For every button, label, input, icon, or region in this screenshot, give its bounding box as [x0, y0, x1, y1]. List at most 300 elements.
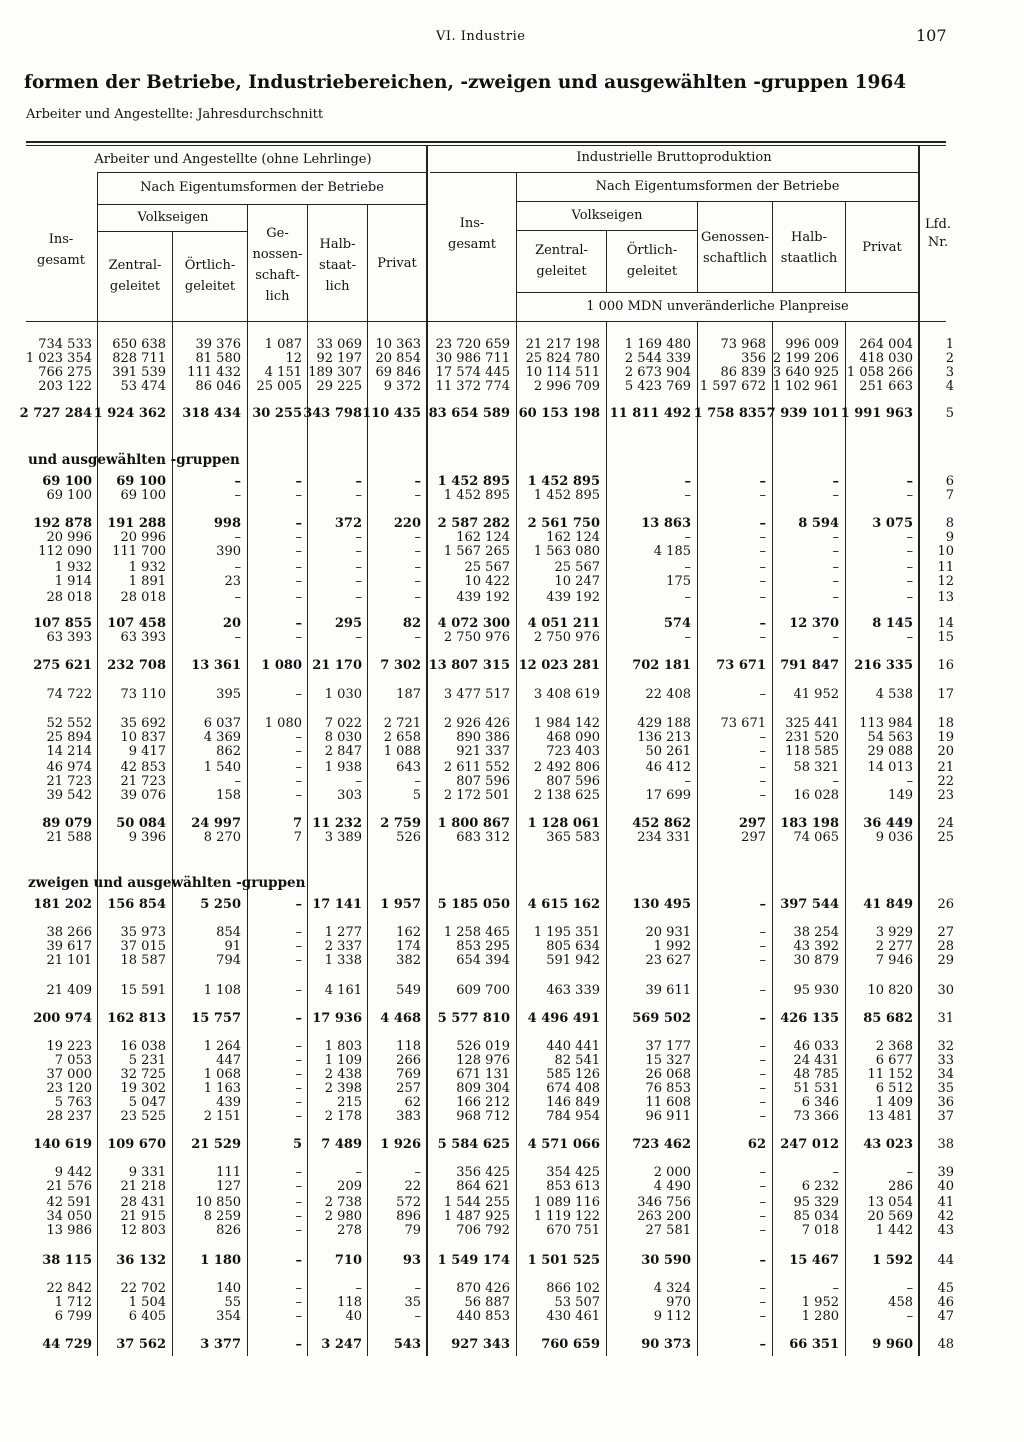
cell-workers-genossen: – — [295, 1195, 302, 1210]
cell-workers-oertlich: 862 — [216, 744, 241, 759]
cell-lfd-nr: 6 — [945, 474, 954, 489]
cell-workers-halb: 710 — [334, 1253, 362, 1268]
cell-production-halb: 6 346 — [801, 1095, 839, 1110]
cell-workers-total: 181 202 — [33, 897, 92, 912]
table-row — [0, 1210, 1024, 1224]
cell-production-oertlich: 39 611 — [645, 983, 691, 998]
head-workers-oertlich: Örtlich- geleitet — [184, 258, 236, 294]
cell-production-zentral: 866 102 — [546, 1281, 600, 1296]
cell-production-genossen: 73 968 — [720, 337, 766, 352]
table-row — [0, 1310, 1024, 1324]
cell-lfd-nr: 18 — [937, 716, 954, 731]
cell-production-genossen: – — [759, 1053, 766, 1068]
cell-workers-zentral: 16 038 — [120, 1039, 166, 1054]
cell-workers-halb: – — [355, 1165, 362, 1180]
cell-production-privat: 43 023 — [863, 1137, 913, 1152]
cell-production-genossen: – — [759, 1179, 766, 1194]
cell-production-privat: 41 849 — [863, 897, 913, 912]
cell-lfd-nr: 5 — [945, 406, 954, 421]
cell-workers-total: 19 223 — [46, 1039, 92, 1054]
cell-production-genossen: – — [759, 1223, 766, 1238]
cell-workers-genossen: – — [295, 897, 302, 912]
table-row — [0, 545, 1024, 559]
cell-workers-halb: 40 — [345, 1309, 362, 1324]
cell-production-privat: 6 512 — [875, 1081, 913, 1096]
table-row — [0, 1040, 1024, 1054]
cell-production-genossen: 1 758 835 — [693, 406, 766, 421]
cell-workers-total: 21 588 — [46, 830, 92, 845]
cell-production-genossen: – — [759, 1309, 766, 1324]
cell-production-zentral: 162 124 — [546, 530, 600, 545]
cell-production-halb: 85 034 — [793, 1209, 839, 1224]
cell-lfd-nr: 12 — [937, 574, 954, 589]
cell-workers-total: 39 617 — [46, 939, 92, 954]
cell-production-oertlich: – — [684, 774, 691, 789]
table-row — [0, 475, 1024, 489]
cell-workers-privat: – — [414, 574, 421, 589]
cell-workers-zentral: 39 076 — [120, 788, 166, 803]
cell-workers-genossen: – — [295, 1281, 302, 1296]
cell-production-total: 17 574 445 — [435, 365, 510, 380]
cell-production-oertlich: 90 373 — [641, 1337, 691, 1352]
head-production-group: Industrielle Bruttoproduktion — [576, 149, 772, 165]
cell-lfd-nr: 32 — [937, 1039, 954, 1054]
cell-workers-halb: 8 030 — [324, 730, 362, 745]
cell-workers-oertlich: 354 — [216, 1309, 241, 1324]
cell-lfd-nr: 23 — [937, 788, 954, 803]
cell-production-total: 3 477 517 — [443, 687, 510, 702]
cell-workers-halb: 278 — [337, 1223, 362, 1238]
cell-workers-halb: – — [355, 1281, 362, 1296]
cell-workers-total: 21 409 — [46, 983, 92, 998]
cell-production-genossen: 356 — [741, 351, 766, 366]
cell-workers-halb: 2 738 — [324, 1195, 362, 1210]
cell-production-total: 870 426 — [456, 1281, 510, 1296]
cell-workers-total: 38 115 — [42, 1253, 92, 1268]
table-row — [0, 1012, 1024, 1026]
cell-workers-genossen: – — [295, 1081, 302, 1096]
cell-production-total: 706 792 — [456, 1223, 510, 1238]
cell-production-genossen: – — [759, 1165, 766, 1180]
rule-prod-group — [430, 172, 918, 173]
cell-production-total: 609 700 — [456, 983, 510, 998]
cell-workers-oertlich: 24 997 — [191, 816, 241, 831]
cell-production-halb: 183 198 — [780, 816, 839, 831]
cell-workers-halb: – — [355, 544, 362, 559]
cell-workers-privat: – — [414, 1281, 421, 1296]
cell-workers-halb: – — [355, 574, 362, 589]
cell-production-zentral: 760 659 — [541, 1337, 600, 1352]
cell-workers-zentral: 35 973 — [120, 925, 166, 940]
cell-workers-privat: 383 — [396, 1109, 421, 1124]
cell-workers-total: 89 079 — [42, 816, 92, 831]
section-heading-1: und ausgewählten -gruppen — [28, 452, 240, 468]
cell-workers-oertlich: 1 264 — [203, 1039, 241, 1054]
cell-workers-halb: – — [355, 488, 362, 503]
cell-production-total: 5 577 810 — [437, 1011, 510, 1026]
cell-workers-total: 200 974 — [33, 1011, 92, 1026]
cell-production-genossen: 73 671 — [720, 716, 766, 731]
cell-lfd-nr: 28 — [937, 939, 954, 954]
cell-workers-oertlich: 8 259 — [203, 1209, 241, 1224]
table-row — [0, 789, 1024, 803]
cell-lfd-nr: 25 — [937, 830, 954, 845]
cell-workers-oertlich: 4 369 — [203, 730, 241, 745]
cell-production-halb: 3 640 925 — [772, 365, 839, 380]
cell-production-halb: 6 232 — [801, 1179, 839, 1194]
cell-production-halb: – — [832, 574, 839, 589]
table-row — [0, 817, 1024, 831]
table-row — [0, 380, 1024, 394]
cell-workers-oertlich: 3 377 — [200, 1337, 241, 1352]
cell-workers-privat: 257 — [396, 1081, 421, 1096]
cell-workers-genossen: – — [295, 1309, 302, 1324]
cell-production-total: 683 312 — [456, 830, 510, 845]
cell-production-genossen: – — [759, 488, 766, 503]
cell-lfd-nr: 44 — [937, 1253, 954, 1268]
cell-production-zentral: 53 507 — [554, 1295, 600, 1310]
cell-production-genossen: – — [759, 744, 766, 759]
cell-production-oertlich: 37 177 — [645, 1039, 691, 1054]
cell-workers-oertlich: 140 — [216, 1281, 241, 1296]
cell-workers-total: 44 729 — [42, 1337, 92, 1352]
cell-workers-genossen: – — [295, 1053, 302, 1068]
cell-workers-total: 107 855 — [33, 616, 92, 631]
cell-production-total: 968 712 — [456, 1109, 510, 1124]
cell-workers-genossen: – — [295, 1011, 302, 1026]
cell-production-genossen: – — [759, 953, 766, 968]
cell-workers-genossen: 30 255 — [252, 406, 302, 421]
cell-workers-privat: 1 088 — [383, 744, 421, 759]
cell-workers-total: 46 974 — [46, 760, 92, 775]
cell-production-genossen: – — [759, 516, 766, 531]
cell-workers-oertlich: 395 — [216, 687, 241, 702]
cell-production-total: 809 304 — [456, 1081, 510, 1096]
cell-workers-genossen: – — [295, 1253, 302, 1268]
cell-production-oertlich: 1 992 — [653, 939, 691, 954]
cell-production-halb: 73 366 — [793, 1109, 839, 1124]
cell-production-total: 23 720 659 — [435, 337, 510, 352]
cell-workers-privat: – — [414, 774, 421, 789]
cell-production-oertlich: 17 699 — [645, 788, 691, 803]
cell-production-oertlich: 2 000 — [653, 1165, 691, 1180]
cell-production-oertlich: 26 068 — [645, 1067, 691, 1082]
cell-workers-halb: 7 489 — [321, 1137, 362, 1152]
cell-production-genossen: – — [759, 544, 766, 559]
cell-production-privat: 36 449 — [863, 816, 913, 831]
cell-production-privat: 2 277 — [875, 939, 913, 954]
cell-workers-genossen: 25 005 — [256, 379, 302, 394]
cell-production-zentral: 365 583 — [546, 830, 600, 845]
cell-production-halb: 8 594 — [798, 516, 839, 531]
cell-workers-zentral: 19 302 — [120, 1081, 166, 1096]
cell-production-zentral: 1 128 061 — [527, 816, 600, 831]
cell-production-halb: 1 102 961 — [772, 379, 839, 394]
cell-production-genossen: – — [759, 1011, 766, 1026]
head-workers-halb: Halb- staat- lich — [318, 236, 356, 294]
cell-production-zentral: 10 114 511 — [525, 365, 600, 380]
cell-production-privat: 8 145 — [872, 616, 913, 631]
rule-workers-volkseigen — [98, 231, 248, 232]
cell-production-oertlich: 11 608 — [645, 1095, 691, 1110]
cell-production-oertlich: – — [684, 560, 691, 575]
cell-production-total: 1 567 265 — [443, 544, 510, 559]
table-row — [0, 517, 1024, 531]
cell-production-privat: 9 036 — [875, 830, 913, 845]
cell-lfd-nr: 3 — [945, 365, 954, 380]
cell-production-halb: 118 585 — [785, 744, 839, 759]
cell-production-oertlich: 574 — [663, 616, 691, 631]
cell-production-privat: 458 — [888, 1295, 913, 1310]
cell-production-oertlich: 4 185 — [653, 544, 691, 559]
cell-workers-oertlich: 854 — [216, 925, 241, 940]
cell-workers-total: 275 621 — [33, 658, 92, 673]
cell-workers-zentral: 32 725 — [120, 1067, 166, 1082]
cell-production-oertlich: – — [684, 530, 691, 545]
cell-production-oertlich: 30 590 — [641, 1253, 691, 1268]
cell-production-total: 1 452 895 — [437, 474, 510, 489]
cell-production-genossen: – — [759, 1095, 766, 1110]
cell-workers-zentral: 9 417 — [128, 744, 166, 759]
cell-production-privat: 9 960 — [872, 1337, 913, 1352]
cell-production-oertlich: 4 324 — [653, 1281, 691, 1296]
cell-production-total: 921 337 — [456, 744, 510, 759]
cell-workers-genossen: – — [295, 1165, 302, 1180]
cell-workers-genossen: – — [295, 574, 302, 589]
cell-production-zentral: 25 824 780 — [525, 351, 600, 366]
cell-production-oertlich: 175 — [666, 574, 691, 589]
cell-workers-genossen: – — [295, 983, 302, 998]
cell-production-oertlich: 452 862 — [632, 816, 691, 831]
cell-lfd-nr: 26 — [937, 897, 954, 912]
head-workers-insgesamt: Ins- gesamt — [37, 232, 85, 268]
cell-lfd-nr: 48 — [937, 1337, 954, 1352]
cell-production-zentral: 82 541 — [554, 1053, 600, 1068]
cell-production-privat: – — [906, 590, 913, 605]
cell-production-zentral: 807 596 — [546, 774, 600, 789]
cell-workers-oertlich: 5 250 — [200, 897, 241, 912]
cell-production-total: 526 019 — [456, 1039, 510, 1054]
cell-workers-oertlich: 1 540 — [203, 760, 241, 775]
cell-production-total: 2 172 501 — [443, 788, 510, 803]
cell-lfd-nr: 47 — [937, 1309, 954, 1324]
cell-production-oertlich: 11 811 492 — [609, 406, 691, 421]
cell-production-total: 10 422 — [464, 574, 510, 589]
cell-workers-privat: 22 — [404, 1179, 421, 1194]
cell-lfd-nr: 22 — [937, 774, 954, 789]
cell-production-total: 1 549 174 — [437, 1253, 510, 1268]
cell-production-genossen: – — [759, 1337, 766, 1352]
cell-production-oertlich: 96 911 — [645, 1109, 691, 1124]
cell-production-genossen: 297 — [741, 830, 766, 845]
cell-workers-genossen: – — [295, 1039, 302, 1054]
table-row — [0, 366, 1024, 380]
section-heading-2: zweigen und ausgewählten -gruppen — [28, 875, 306, 891]
cell-production-privat: 14 013 — [867, 760, 913, 775]
cell-workers-zentral: 12 803 — [120, 1223, 166, 1238]
cell-production-oertlich: 20 931 — [645, 925, 691, 940]
cell-production-privat: 13 054 — [867, 1195, 913, 1210]
cell-lfd-nr: 27 — [937, 925, 954, 940]
cell-workers-privat: 220 — [393, 516, 421, 531]
cell-lfd-nr: 17 — [937, 687, 954, 702]
head-production-oertlich: Örtlich- geleitet — [626, 243, 678, 279]
cell-workers-total: 22 842 — [46, 1281, 92, 1296]
cell-workers-oertlich: 13 361 — [191, 658, 241, 673]
cell-production-zentral: 1 089 116 — [533, 1195, 600, 1210]
cell-workers-zentral: 5 047 — [128, 1095, 166, 1110]
cell-production-genossen: – — [759, 788, 766, 803]
cell-workers-total: 140 619 — [33, 1137, 92, 1152]
cell-production-oertlich: 4 490 — [653, 1179, 691, 1194]
cell-production-halb: 48 785 — [793, 1067, 839, 1082]
cell-workers-zentral: 162 813 — [107, 1011, 166, 1026]
cell-workers-halb: 17 141 — [312, 897, 362, 912]
cell-lfd-nr: 46 — [937, 1295, 954, 1310]
cell-workers-total: 1 023 354 — [25, 351, 92, 366]
cell-production-privat: – — [906, 560, 913, 575]
cell-production-total: 654 394 — [456, 953, 510, 968]
head-production-halb: Halb- staatlich — [780, 230, 838, 266]
cell-production-privat: 251 663 — [859, 379, 913, 394]
cell-lfd-nr: 43 — [937, 1223, 954, 1238]
cell-production-oertlich: 429 188 — [637, 716, 691, 731]
cell-production-total: 162 124 — [456, 530, 510, 545]
cell-workers-privat: 7 302 — [380, 658, 421, 673]
cell-production-privat: 10 820 — [867, 983, 913, 998]
table-subtitle: Arbeiter und Angestellte: Jahresdurchschnitt — [26, 107, 324, 122]
cell-production-genossen: 1 597 672 — [699, 379, 766, 394]
cell-production-halb: 7 939 101 — [766, 406, 839, 421]
cell-workers-total: 6 799 — [54, 1309, 92, 1324]
cell-workers-total: 1 914 — [54, 574, 92, 589]
table-row — [0, 575, 1024, 589]
cell-production-oertlich: 2 544 339 — [624, 351, 691, 366]
cell-workers-total: 9 442 — [54, 1165, 92, 1180]
cell-workers-total: 42 591 — [46, 1195, 92, 1210]
cell-production-halb: – — [832, 474, 839, 489]
cell-production-privat: 2 368 — [875, 1039, 913, 1054]
cell-workers-total: 37 000 — [46, 1067, 92, 1082]
cell-production-privat: 264 004 — [859, 337, 913, 352]
cell-production-oertlich: 5 423 769 — [624, 379, 691, 394]
cell-production-oertlich: – — [684, 474, 691, 489]
cell-production-total: 83 654 589 — [428, 406, 510, 421]
table-row — [0, 1196, 1024, 1210]
cell-workers-genossen: – — [295, 516, 302, 531]
cell-production-oertlich: – — [684, 630, 691, 645]
cell-workers-halb: 2 847 — [324, 744, 362, 759]
cell-workers-zentral: 20 996 — [120, 530, 166, 545]
cell-production-oertlich: 234 331 — [637, 830, 691, 845]
table-row — [0, 617, 1024, 631]
cell-production-total: 11 372 774 — [435, 379, 510, 394]
cell-production-oertlich: 723 462 — [632, 1137, 691, 1152]
cell-lfd-nr: 1 — [945, 337, 954, 352]
cell-production-halb: 397 544 — [780, 897, 839, 912]
cell-lfd-nr: 31 — [937, 1011, 954, 1026]
cell-production-zentral: 2 561 750 — [527, 516, 600, 531]
table-row — [0, 745, 1024, 759]
cell-production-halb: 996 009 — [785, 337, 839, 352]
cell-production-genossen: – — [759, 630, 766, 645]
cell-workers-halb: 2 337 — [324, 939, 362, 954]
cell-workers-zentral: 1 932 — [128, 560, 166, 575]
cell-production-halb: 325 441 — [785, 716, 839, 731]
cell-production-oertlich: 2 673 904 — [624, 365, 691, 380]
cell-workers-privat: 769 — [396, 1067, 421, 1082]
cell-production-total: 1 800 867 — [437, 816, 510, 831]
cell-workers-halb: – — [355, 774, 362, 789]
cell-production-zentral: 1 195 351 — [533, 925, 600, 940]
cell-workers-zentral: 69 100 — [120, 488, 166, 503]
table-row — [0, 1296, 1024, 1310]
table-row — [0, 984, 1024, 998]
cell-production-oertlich: 569 502 — [632, 1011, 691, 1026]
cell-workers-total: 63 393 — [46, 630, 92, 645]
cell-workers-total: 5 763 — [54, 1095, 92, 1110]
cell-lfd-nr: 9 — [945, 530, 954, 545]
cell-workers-total: 69 100 — [46, 488, 92, 503]
cell-workers-total: 112 090 — [38, 544, 92, 559]
cell-production-privat: 1 442 — [875, 1223, 913, 1238]
cell-production-privat: 3 075 — [872, 516, 913, 531]
cell-production-privat: 286 — [888, 1179, 913, 1194]
cell-production-total: 356 425 — [456, 1165, 510, 1180]
cell-workers-zentral: 63 393 — [120, 630, 166, 645]
cell-workers-halb: 4 161 — [324, 983, 362, 998]
cell-production-genossen: – — [759, 925, 766, 940]
cell-workers-halb: 3 389 — [324, 830, 362, 845]
cell-workers-genossen: 1 087 — [264, 337, 302, 352]
cell-workers-oertlich: 439 — [216, 1095, 241, 1110]
table-row — [0, 1282, 1024, 1296]
cell-workers-halb: 343 798 — [303, 406, 362, 421]
cell-workers-oertlich: 127 — [216, 1179, 241, 1194]
cell-production-halb: 43 392 — [793, 939, 839, 954]
cell-lfd-nr: 13 — [937, 590, 954, 605]
table-row — [0, 898, 1024, 912]
table-row — [0, 717, 1024, 731]
cell-production-zentral: 2 492 806 — [533, 760, 600, 775]
cell-production-oertlich: 76 853 — [645, 1081, 691, 1096]
cell-lfd-nr: 38 — [937, 1137, 954, 1152]
cell-workers-oertlich: – — [234, 630, 241, 645]
cell-workers-oertlich: – — [234, 590, 241, 605]
table-row — [0, 1082, 1024, 1096]
cell-workers-zentral: 15 591 — [120, 983, 166, 998]
cell-production-total: 439 192 — [456, 590, 510, 605]
cell-production-privat: 113 984 — [859, 716, 913, 731]
cell-production-zentral: 354 425 — [546, 1165, 600, 1180]
cell-production-privat: – — [906, 544, 913, 559]
cell-production-total: 30 986 711 — [435, 351, 510, 366]
table-row — [0, 489, 1024, 503]
cell-workers-privat: 93 — [402, 1253, 421, 1268]
cell-workers-zentral: 828 711 — [112, 351, 166, 366]
cell-production-privat: – — [906, 1281, 913, 1296]
cell-workers-zentral: 10 837 — [120, 730, 166, 745]
cell-production-privat: 3 929 — [875, 925, 913, 940]
cell-workers-genossen: – — [295, 953, 302, 968]
cell-production-halb: – — [832, 590, 839, 605]
cell-workers-oertlich: 1 108 — [203, 983, 241, 998]
cell-production-genossen: – — [759, 474, 766, 489]
cell-workers-zentral: 35 692 — [120, 716, 166, 731]
cell-production-privat: 418 030 — [859, 351, 913, 366]
cell-workers-total: 69 100 — [42, 474, 92, 489]
cell-workers-genossen: – — [295, 1209, 302, 1224]
